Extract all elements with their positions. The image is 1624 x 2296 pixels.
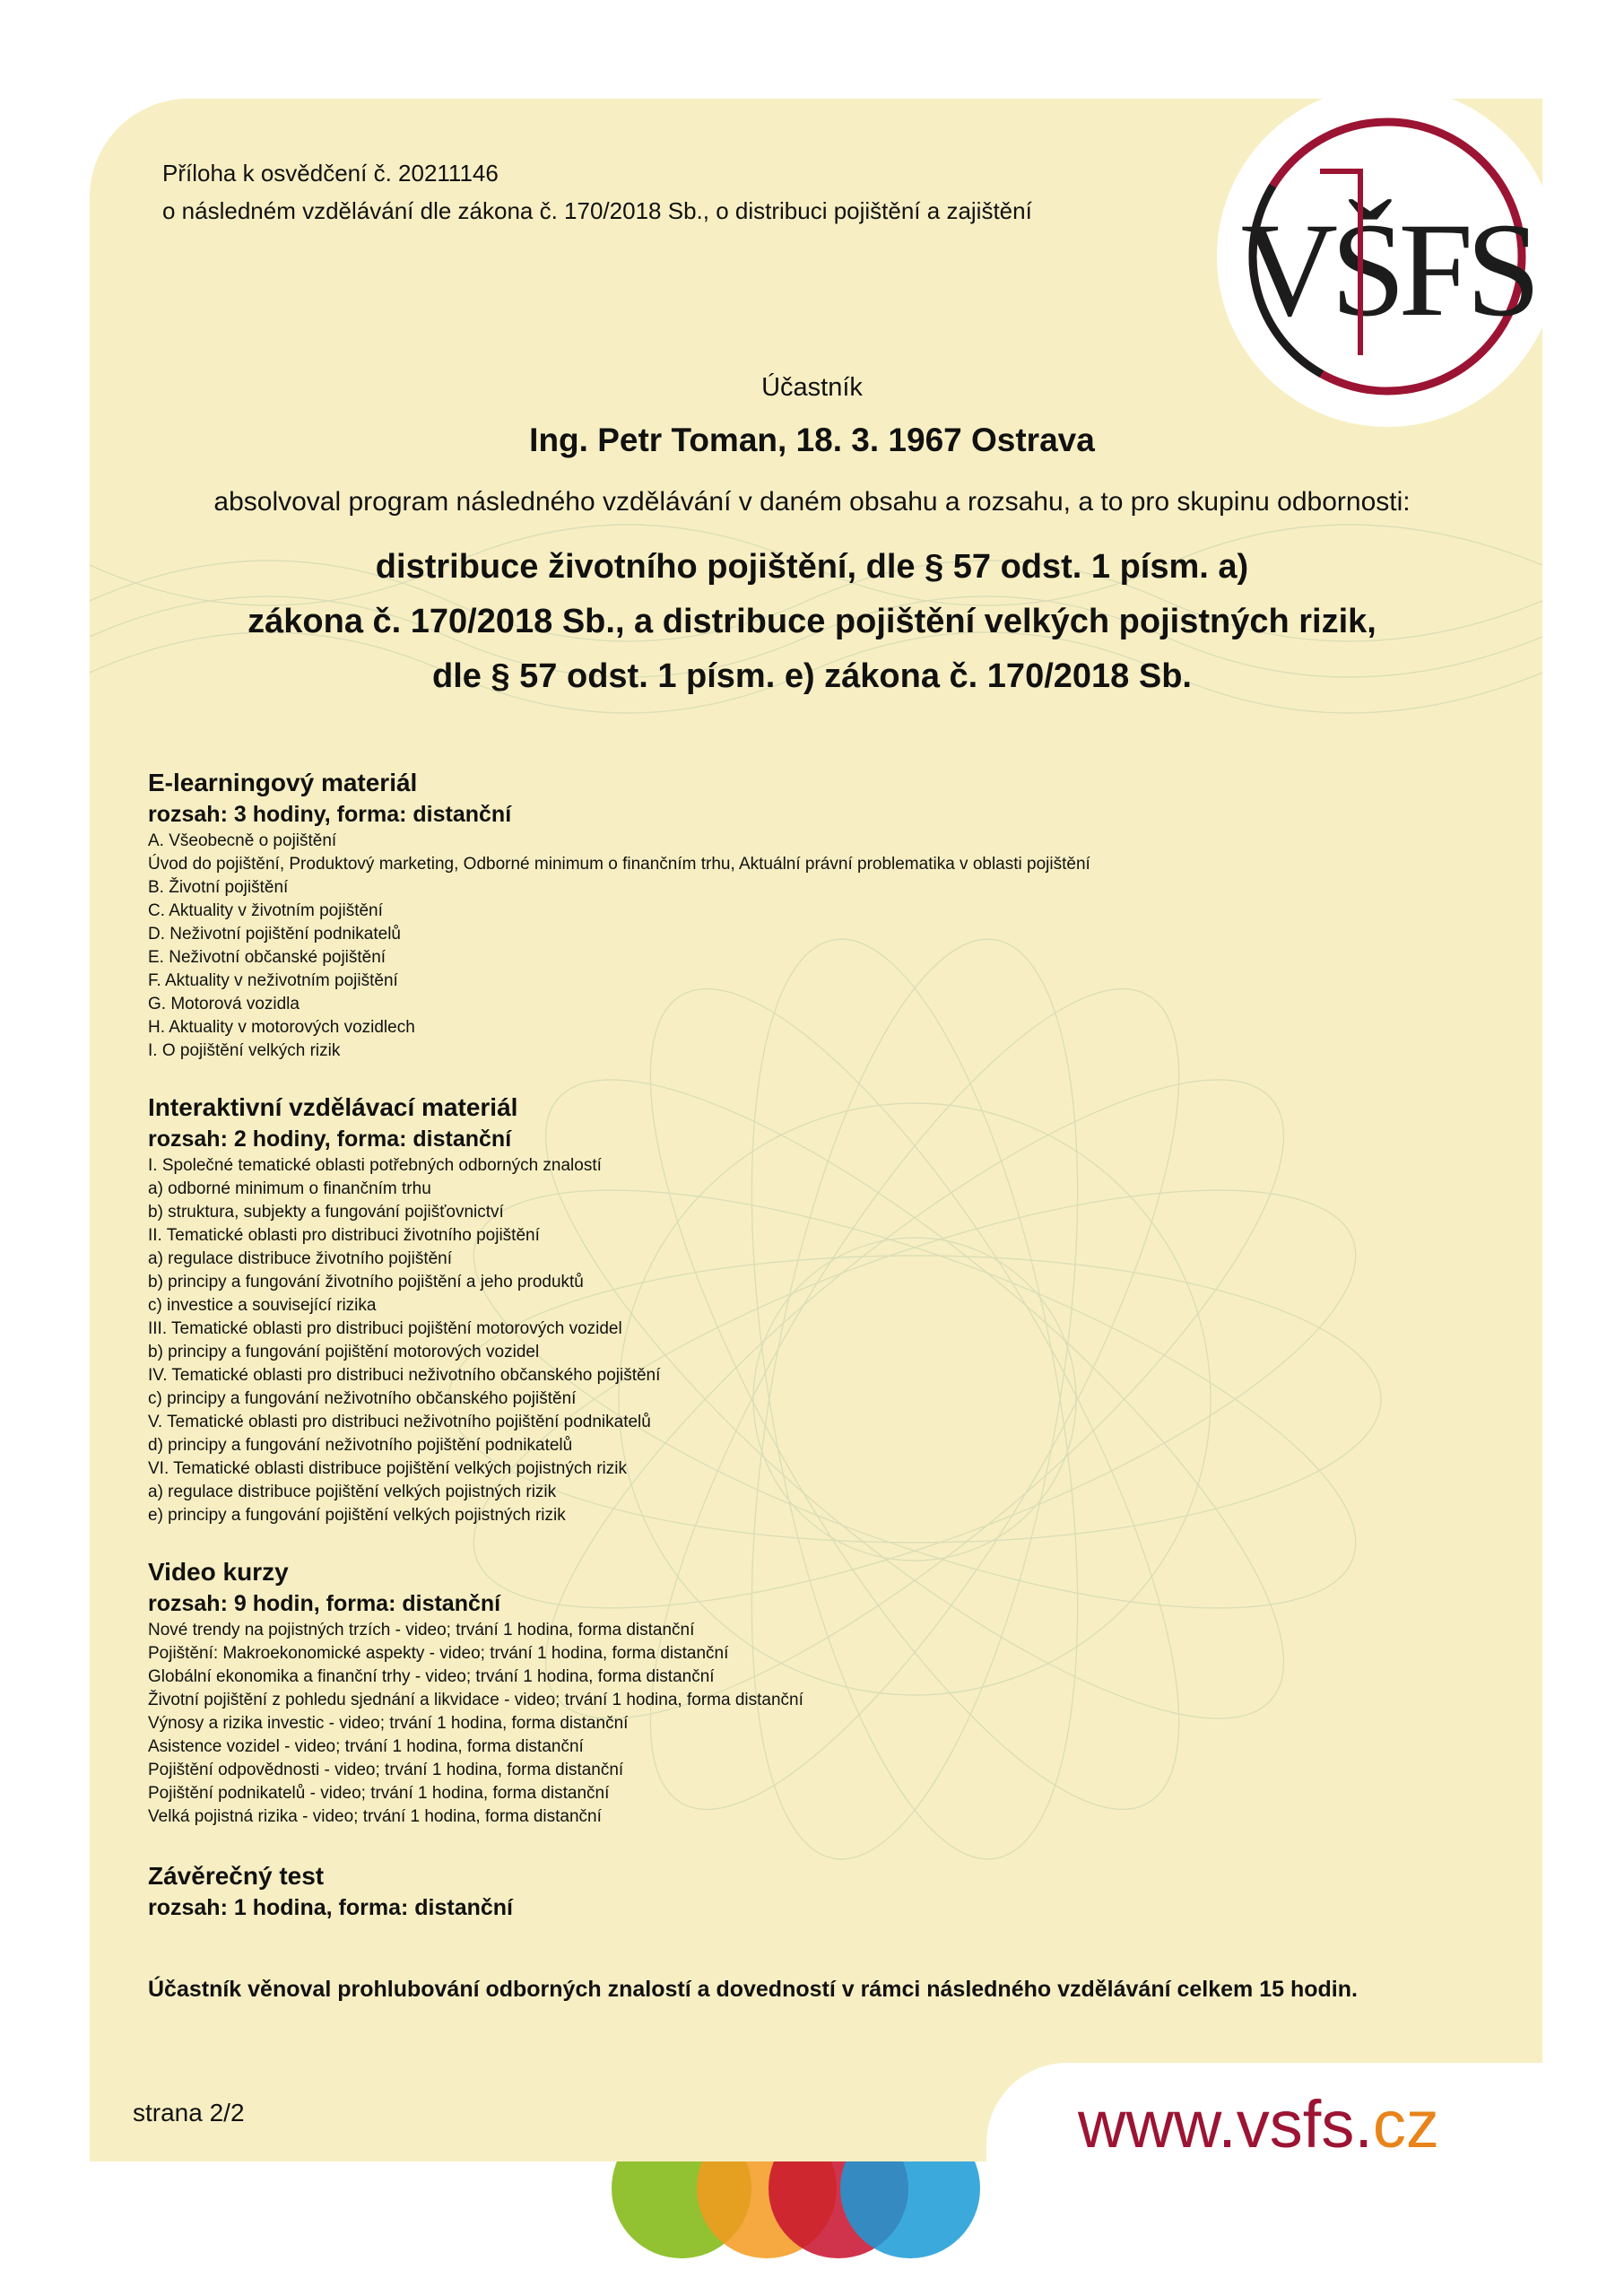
list-item: E. Neživotní občanské pojištění [148,948,386,967]
page-number: strana 2/2 [133,2099,245,2126]
list-item: IV. Tematické oblasti pro distribuci neživotního občanského pojištění [148,1366,661,1385]
section-final-test [148,1860,513,1923]
section-scope: rozsah: 2 hodiny, forma: distanční [148,1126,512,1152]
item-list [148,1619,803,1829]
certificate-subtitle: o následném vzdělávání dle zákona č. 170/2018 Sb., o distribuci pojištění a zajištění [162,197,1032,224]
list-item: III. Tematické oblasti pro distribuci pojištění motorových vozidel [148,1319,622,1338]
list-item: b) principy a fungování pojištění motorových vozidel [148,1343,540,1361]
item-list [148,830,1090,1063]
completion-statement: absolvoval program následného vzdělávání v daném obsahu a rozsahu, a to pro skupinu odbornosti: [213,487,1411,517]
section-scope: rozsah: 1 hodina, forma: distanční [148,1895,513,1920]
list-item: B. Životní pojištění [148,878,289,897]
list-item: a) regulace distribuce pojištění velkých pojistných rizik [148,1483,557,1501]
qualification-line: distribuce životního pojištění, dle § 57 odst. 1 písm. a) [375,548,1249,586]
list-item: Úvod do pojištění, Produktový marketing, Odborné minimum o finančním trhu, Aktuální právní problematika v oblasti pojištění [148,855,1090,874]
list-item: C. Aktuality v životním pojištění [148,901,383,920]
list-item: VI. Tematické oblasti distribuce pojištění velkých pojistných rizik [148,1459,627,1478]
list-item: Asistence vozidel - video; trvání 1 hodina, forma distanční [148,1737,584,1756]
section-scope: rozsah: 3 hodiny, forma: distanční [148,802,512,827]
list-item: a) odborné minimum o finančním trhu [148,1179,431,1198]
section-scope: rozsah: 9 hodin, forma: distanční [148,1591,501,1616]
list-item: I. Společné tematické oblasti potřebných odborných znalostí [148,1156,602,1175]
list-item: I. O pojištění velkých rizik [148,1041,341,1060]
list-item: A. Všeobecně o pojištění [148,831,337,850]
list-item: Pojištění: Makroekonomické aspekty - video; trvání 1 hodina, forma distanční [148,1644,729,1663]
list-item: II. Tematické oblasti pro distribuci životního pojištění [148,1226,540,1245]
list-item: F. Aktuality v neživotním pojištění [148,971,398,990]
list-item: b) principy a fungování životního pojištění a jeho produktů [148,1273,584,1292]
section-title: E-learningový materiál [148,769,418,796]
footer-panel-edge [1480,2063,1624,2296]
participant-name: Ing. Petr Toman, 18. 3. 1967 Ostrava [529,422,1095,458]
website-tld: cz [1372,2087,1439,2161]
list-item: V. Tematické oblasti pro distribuci neživotního pojištění podnikatelů [148,1413,651,1431]
list-item: d) principy a fungování neživotního pojištění podnikatelů [148,1436,573,1455]
item-list [148,1154,660,1527]
website-link[interactable] [1078,2086,1439,2162]
participant-label: Účastník [761,373,863,402]
svg-text:VŠFS: VŠFS [1240,196,1534,344]
list-item: c) principy a fungování neživotního občanského pojištění [148,1389,577,1408]
section-title: Závěrečný test [148,1862,325,1890]
list-item: G. Motorová vozidla [148,995,300,1013]
list-item: Výnosy a rizika investic - video; trvání 1 hodina, forma distanční [148,1714,629,1733]
section-elearning [148,767,1090,1063]
total-hours-statement: Účastník věnoval prohlubování odborných znalostí a dovedností v rámci následného vzdělávání celkem 15 hodin. [148,1977,1358,2002]
list-item: Pojištění podnikatelů - video; trvání 1 hodina, forma distanční [148,1784,610,1803]
list-item: D. Neživotní pojištění podnikatelů [148,925,401,944]
list-item: Nové trendy na pojistných trzích - video; trvání 1 hodina, forma distanční [148,1621,695,1639]
brand-circles [610,2161,986,2278]
list-item: c) investice a související rizika [148,1296,377,1315]
qualification-line: zákona č. 170/2018 Sb., a distribuce pojištění velkých pojistných rizik, [248,603,1376,640]
list-item: b) struktura, subjekty a fungování pojišťovnictví [148,1203,504,1222]
section-interactive [148,1091,660,1527]
website-main: www.vsfs. [1078,2087,1373,2161]
list-item: H. Aktuality v motorových vozidlech [148,1018,415,1037]
section-title: Video kurzy [148,1558,289,1586]
list-item: e) principy a fungování pojištění velkých pojistných rizik [148,1506,566,1525]
section-video-courses [148,1556,803,1829]
certificate-reference: Příloha k osvědčení č. 20211146 [162,160,499,187]
qualification-line: dle § 57 odst. 1 písm. e) zákona č. 170/2018 Sb. [432,657,1192,695]
list-item: Pojištění odpovědnosti - video; trvání 1 hodina, forma distanční [148,1761,624,1779]
list-item: Životní pojištění z pohledu sjednání a likvidace - video; trvání 1 hodina, forma distanční [148,1691,803,1709]
list-item: Velká pojistná rizika - video; trvání 1 hodina, forma distanční [148,1807,602,1826]
section-title: Interaktivní vzdělávací materiál [148,1093,518,1121]
list-item: a) regulace distribuce životního pojištění [148,1249,453,1268]
list-item: Globální ekonomika a finanční trhy - video; trvání 1 hodina, forma distanční [148,1667,715,1686]
